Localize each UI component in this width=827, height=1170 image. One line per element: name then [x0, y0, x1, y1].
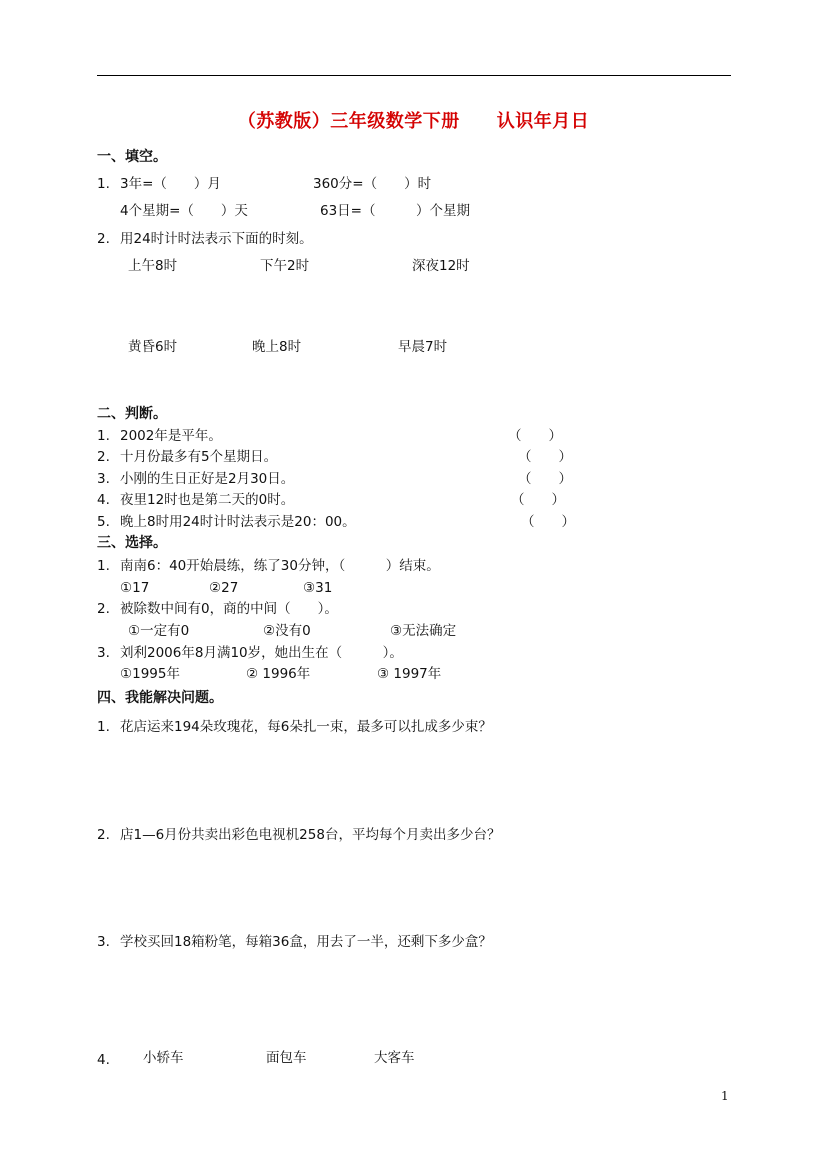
judge-number: 3.	[97, 471, 110, 487]
s1-q1-b: 360分=（ ）时	[313, 176, 432, 192]
judge-statement: 十月份最多有5个星期日。	[120, 449, 278, 465]
judge-statement: 晚上8时用24时计时法表示是20：00。	[120, 514, 356, 530]
vehicle-label: 大客车	[374, 1050, 415, 1066]
choice-question: 被除数中间有0，商的中间（ ）。	[120, 601, 338, 617]
choice-option: ①一定有0	[128, 623, 190, 639]
problem-text: 花店运来194朵玫瑰花，每6朵扎一束，最多可以扎成多少束？	[120, 719, 492, 735]
time-item: 上午8时	[128, 258, 178, 274]
judge-number: 2.	[97, 449, 110, 465]
judge-answer-paren: （ ）	[518, 471, 572, 487]
choice-option: ②没有0	[263, 623, 311, 639]
s1-q2-text: 用24时计时法表示下面的时刻。	[120, 231, 313, 247]
time-item: 下午2时	[260, 258, 310, 274]
choice-option: ② 1996年	[246, 666, 311, 682]
choice-option: ①1995年	[120, 666, 180, 682]
judge-statement: 小刚的生日正好是2月30日。	[120, 471, 295, 487]
s1-q1-number: 1.	[97, 176, 110, 192]
choice-option: ③ 1997年	[377, 666, 442, 682]
page-title: （苏教版）三年级数学下册 认识年月日	[237, 111, 590, 132]
problem-text: 店1—6月份共卖出彩色电视机258台，平均每个月卖出多少台？	[120, 827, 501, 843]
choice-number: 1.	[97, 558, 110, 574]
time-item: 深夜12时	[412, 258, 470, 274]
choice-question: 刘利2006年8月满10岁，她出生在（ ）。	[120, 645, 403, 661]
problem-number: 3.	[97, 934, 110, 950]
choice-number: 2.	[97, 601, 110, 617]
judge-statement: 夜里12时也是第二天的0时。	[120, 492, 295, 508]
choice-option: ①17	[120, 580, 150, 596]
vehicle-label: 面包车	[266, 1050, 307, 1066]
s1-q1-c: 4个星期=（ ）天	[120, 203, 248, 219]
choice-option: ③无法确定	[390, 623, 457, 639]
problem-number: 1.	[97, 719, 110, 735]
section-2-heading: 二、判断。	[97, 406, 167, 422]
section-3-heading: 三、选择。	[97, 535, 167, 551]
time-item: 早晨7时	[398, 339, 448, 355]
choice-option: ②27	[209, 580, 239, 596]
time-item: 黄昏6时	[128, 339, 178, 355]
problem-text: 学校买回18箱粉笔，每箱36盒，用去了一半，还剩下多少盒？	[120, 934, 492, 950]
problem-number: 2.	[97, 827, 110, 843]
header-rule	[97, 75, 731, 76]
judge-number: 1.	[97, 428, 110, 444]
time-item: 晚上8时	[252, 339, 302, 355]
problem-number: 4.	[97, 1052, 110, 1068]
judge-answer-paren: （ ）	[521, 514, 575, 530]
judge-answer-paren: （ ）	[518, 449, 572, 465]
judge-statement: 2002年是平年。	[120, 428, 222, 444]
choice-question: 南南6：40开始晨练，练了30分钟，（ ）结束。	[120, 558, 440, 574]
section-1-heading: 一、填空。	[97, 149, 167, 165]
judge-answer-paren: （ ）	[511, 492, 565, 508]
s1-q2-number: 2.	[97, 231, 110, 247]
judge-number: 4.	[97, 492, 110, 508]
choice-number: 3.	[97, 645, 110, 661]
vehicle-label: 小轿车	[143, 1050, 184, 1066]
page-number: 1	[721, 1089, 729, 1103]
section-4-heading: 四、我能解决问题。	[97, 690, 223, 706]
s1-q1-a: 3年=（ ）月	[120, 176, 221, 192]
s1-q1-d: 63日=（ ）个星期	[320, 203, 470, 219]
choice-option: ③31	[303, 580, 333, 596]
judge-number: 5.	[97, 514, 110, 530]
judge-answer-paren: （ ）	[508, 428, 562, 444]
